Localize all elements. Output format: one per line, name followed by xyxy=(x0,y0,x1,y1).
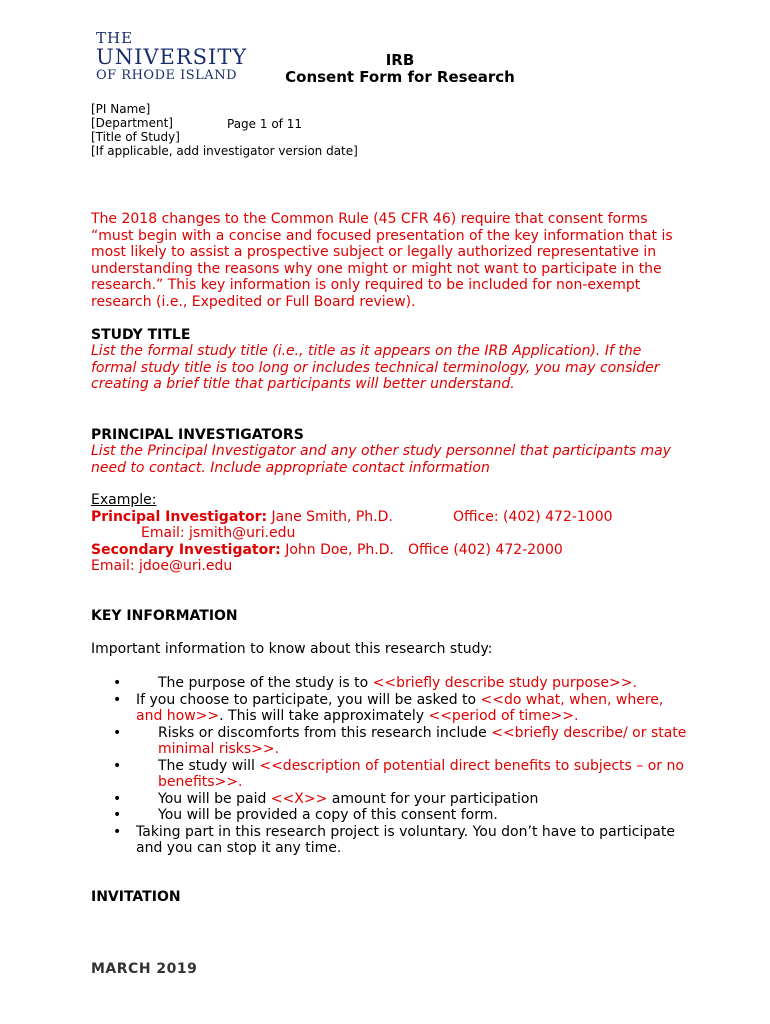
meta-study-title: [Title of Study] xyxy=(91,130,180,144)
list-item: • Taking part in this research project is voluntary. You don’t have to participate and you can stop it any time. xyxy=(113,823,675,856)
si-name: John Doe, Ph.D. xyxy=(280,542,394,558)
key-info-list xyxy=(91,675,691,857)
key-info-heading: KEY INFORMATION xyxy=(91,608,238,624)
list-item: • The study will <<description of potential direct benefits to subjects – or no benefits>>. xyxy=(113,757,684,790)
pi-label: Principal Investigator: xyxy=(91,509,268,525)
si-office: Office (402) 472-2000 xyxy=(408,542,563,558)
meta-version: [If applicable, add investigator version date] xyxy=(91,144,358,158)
header-title-irb: IRB xyxy=(385,51,415,69)
meta-pi-name: [PI Name] xyxy=(91,102,151,116)
pi-instructions: List the Principal Investigator and any other study personnel that participants may need to contact. Include appropriate contact information xyxy=(91,443,671,476)
list-item: • Risks or discomforts from this research include <<briefly describe/ or state minimal risks>>. xyxy=(113,724,687,757)
si-label: Secondary Investigator: xyxy=(91,542,281,558)
example-label: Example: xyxy=(91,492,157,508)
si-email: Email: jdoe@uri.edu xyxy=(91,558,233,574)
footer-date: MARCH 2019 xyxy=(91,961,198,977)
logo-line-2: UNIVERSITY xyxy=(96,45,248,69)
key-info-lead: Important information to know about this research study: xyxy=(91,641,493,657)
study-title-instructions: List the formal study title (i.e., title as it appears on the IRB Application). If the formal study title is too long or includes technical terminology, you may consider creating a brief title that participants will better understand. xyxy=(91,343,660,393)
document-meta xyxy=(91,102,358,158)
logo-line-1: THE xyxy=(96,29,134,47)
pi-office: Office: (402) 472-1000 xyxy=(453,509,613,525)
list-item: • You will be paid <<X>> amount for your participation xyxy=(113,790,539,807)
intro-paragraph: The 2018 changes to the Common Rule (45 CFR 46) require that consent forms “must begin with a concise and focused presentation of the key information that is most likely to assist a prospective subject or legally authorized representative in understanding the reasons why one might or might not want to participate in the research.” This key information is only required to be included for non-exempt research (i.e., Expedited or Full Board review). xyxy=(91,211,673,310)
page-number: Page 1 of 11 xyxy=(227,117,302,131)
pi-email: Email: jsmith@uri.edu xyxy=(141,525,296,541)
pi-name: Jane Smith, Ph.D. xyxy=(267,509,393,525)
header-title-consent: Consent Form for Research xyxy=(285,68,515,86)
pi-line xyxy=(91,509,393,525)
list-item: • The purpose of the study is to <<briefly describe study purpose>>. xyxy=(113,675,637,691)
logo-line-3: OF RHODE ISLAND xyxy=(96,68,237,83)
pi-heading: PRINCIPAL INVESTIGATORS xyxy=(91,427,304,443)
list-item: • If you choose to participate, you will be asked to <<do what, when, where, and how>>. This will take approximately <<period of time>>. xyxy=(113,691,664,724)
meta-department: [Department] xyxy=(91,116,173,130)
si-line xyxy=(91,542,394,558)
list-item: • You will be provided a copy of this consent form. xyxy=(113,807,498,823)
university-logo xyxy=(96,30,247,84)
study-title-heading: STUDY TITLE xyxy=(91,327,191,343)
invitation-heading: INVITATION xyxy=(91,889,181,905)
